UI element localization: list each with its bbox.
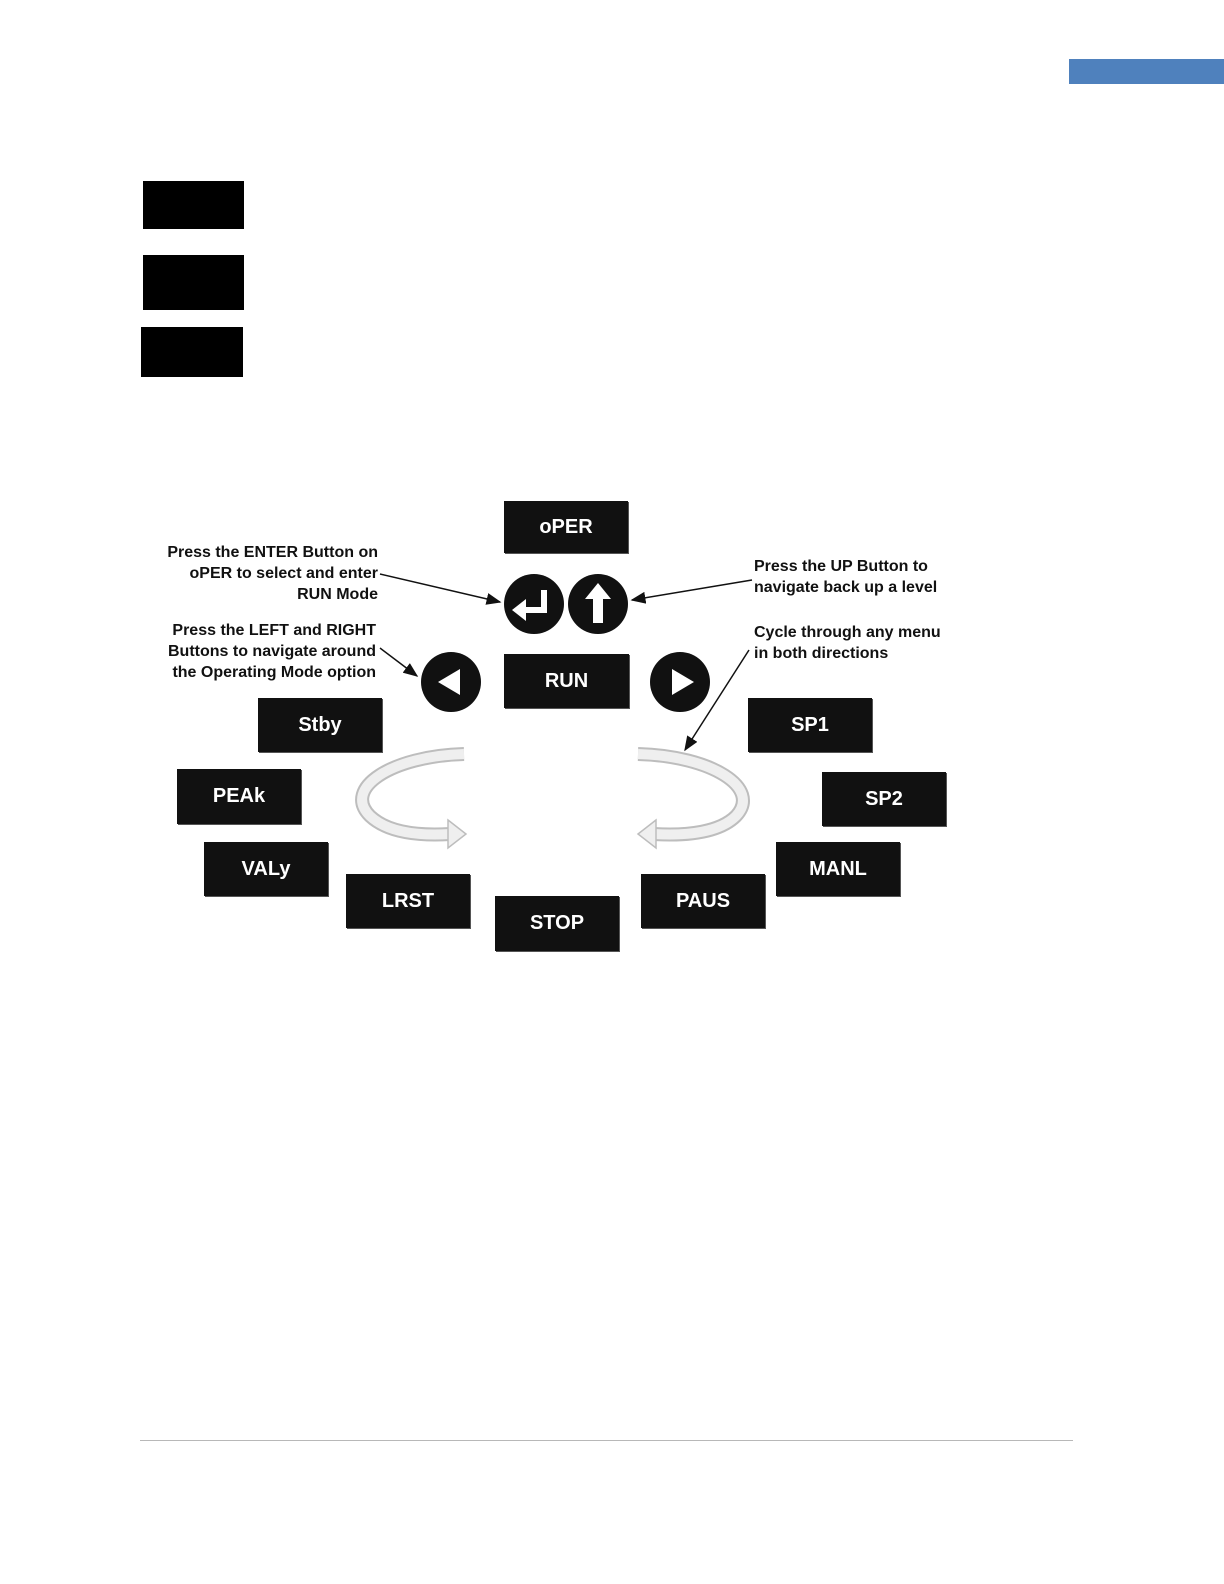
leftright-leader-line <box>380 648 417 676</box>
peak-tag: PEAk <box>177 769 301 824</box>
manl-tag: MANL <box>776 842 900 896</box>
up-arrow-icon <box>568 574 628 634</box>
run-tag: RUN <box>504 654 629 708</box>
header-accent-bar <box>1069 59 1224 84</box>
sp2-tag: SP2 <box>822 772 946 826</box>
paus-tag: PAUS <box>641 874 765 928</box>
display-box-2 <box>143 255 244 310</box>
cycle-menu-note: Cycle through any menu in both directions <box>754 624 941 662</box>
enter-icon <box>504 574 564 634</box>
footer-divider <box>140 1440 1073 1441</box>
right-arrow-icon <box>650 652 710 712</box>
left-right-buttons-note: Press the LEFT and RIGHT Buttons to navigate around the Operating Mode option <box>168 622 376 681</box>
sp1-tag: SP1 <box>748 698 872 752</box>
up-button-note: Press the UP Button to navigate back up a level <box>754 558 938 596</box>
oper-tag: oPER <box>504 501 628 553</box>
lrst-tag: LRST <box>346 874 470 928</box>
enter-button-note: Press the ENTER Button on oPER to select and enter RUN Mode <box>167 544 378 603</box>
clockwise-flow-arrow-icon <box>638 754 743 848</box>
display-box-3 <box>141 327 243 377</box>
valy-tag: VALy <box>204 842 328 896</box>
up-leader-line <box>632 580 752 600</box>
stby-tag: Stby <box>258 698 382 752</box>
counterclockwise-flow-arrow-icon <box>362 754 466 848</box>
stop-tag: STOP <box>495 896 619 951</box>
left-arrow-icon <box>421 652 481 712</box>
display-box-1 <box>143 181 244 229</box>
enter-leader-line <box>380 574 500 602</box>
operating-mode-diagram <box>142 498 968 954</box>
